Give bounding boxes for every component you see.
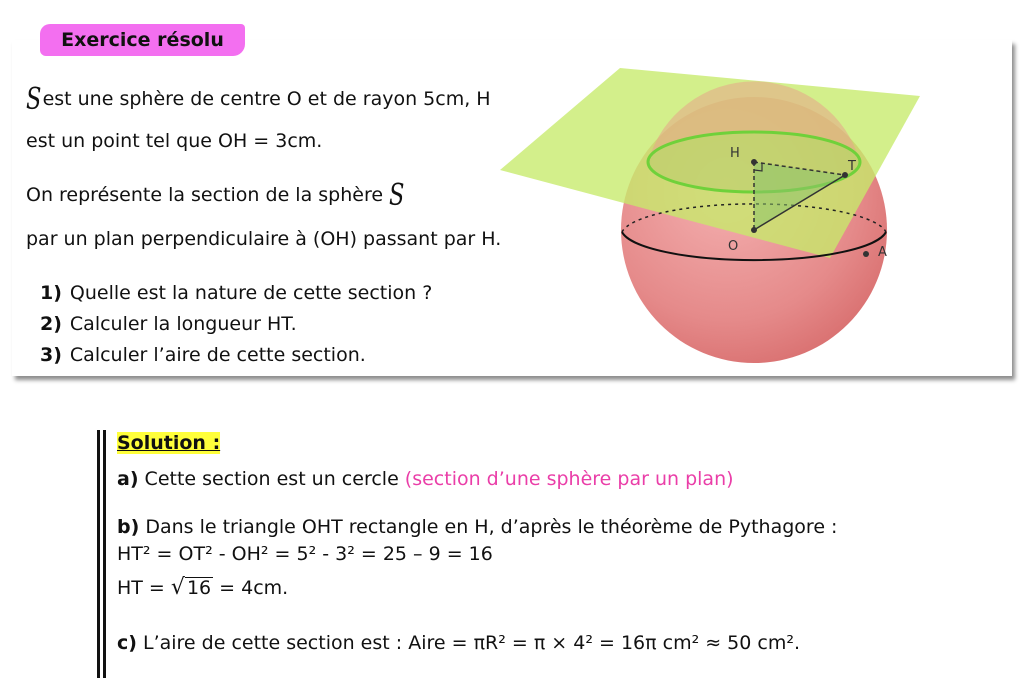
sphere-section-figure — [482, 60, 922, 370]
sphere-symbol: S — [26, 82, 42, 117]
solution-title: Solution : — [117, 432, 221, 454]
solution-b: b) Dans le triangle OHT rectangle en H, d’après le théorème de Pythagore : — [117, 516, 838, 538]
exercise-badge: Exercice résolu — [40, 24, 245, 56]
solution-b-eq1: HT² = OT² - OH² = 5² - 3² = 25 – 9 = 16 — [117, 543, 493, 565]
point-a — [863, 251, 869, 257]
solution-bar-left — [97, 430, 100, 678]
label-a: A — [878, 245, 887, 260]
label-o: O — [728, 239, 739, 254]
statement-line-1: Sest une sphère de centre O et de rayon 5cm, H — [26, 82, 491, 117]
solution-a: a) Cette section est un cercle (section d’une sphère par un plan) — [117, 468, 734, 490]
questions-list — [40, 278, 432, 371]
question-1: 1) Quelle est la nature de cette section ? — [40, 282, 433, 304]
solution-c: c) L’aire de cette section est : Aire = πR² = π × 4² = 16π cm² ≈ 50 cm². — [117, 632, 801, 654]
solution-a-note: (section d’une sphère par un plan) — [404, 468, 734, 490]
statement-line-2: est un point tel que OH = 3cm. — [26, 130, 323, 152]
question-3: 3) Calculer l’aire de cette section. — [40, 344, 366, 366]
question-2: 2) Calculer la longueur HT. — [40, 313, 297, 335]
label-t: T — [848, 159, 856, 174]
sphere-symbol-2: S — [389, 178, 405, 213]
statement-line-4: par un plan perpendiculaire à (OH) passant par H. — [26, 228, 502, 250]
point-h — [751, 159, 757, 165]
statement-line-3: On représente la section de la sphère S — [26, 178, 405, 213]
label-h: H — [730, 146, 740, 161]
solution-b-eq2: HT = √ 16 = 4cm. — [117, 575, 289, 600]
solution-bar-right — [103, 430, 106, 678]
point-o — [751, 227, 757, 233]
